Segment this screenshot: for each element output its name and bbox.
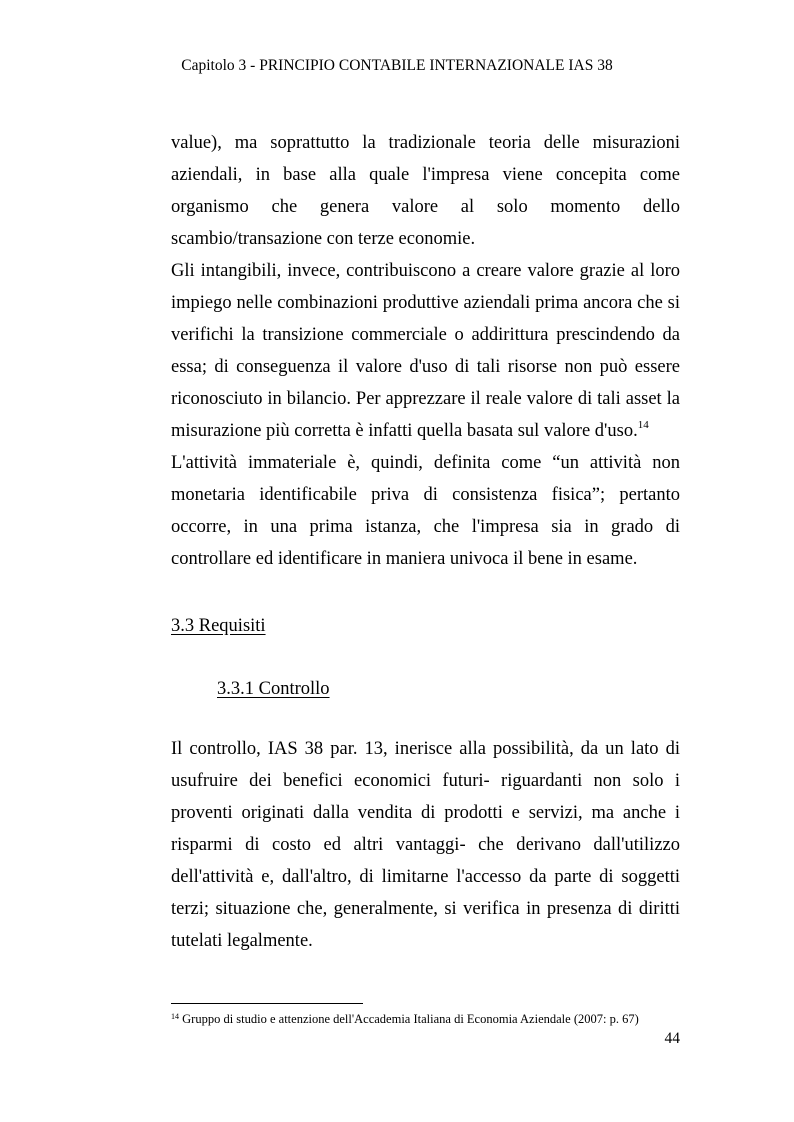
paragraph-intangibles: [171, 255, 680, 447]
body-text-block: [171, 127, 680, 575]
footnote-separator: [171, 1003, 363, 1004]
running-header: Capitolo 3 - PRINCIPIO CONTABILE INTERNAZIONALE IAS 38: [181, 57, 613, 74]
subsection-body: [171, 733, 680, 957]
footnote: [171, 1011, 691, 1027]
section-heading: 3.3 Requisiti: [171, 616, 266, 636]
subsection-heading: 3.3.1 Controllo: [217, 679, 330, 699]
footnote-number: 14: [171, 1012, 179, 1021]
page-number: 44: [664, 1030, 680, 1047]
footnote-reference[interactable]: 14: [637, 419, 649, 431]
paragraph-measurement-theory: value), ma soprattutto la tradizionale teoria delle misurazioni aziendali, in base alla quale l'impresa viene concepita come organismo che genera valore al solo momento dello scambio/transazione con terze economie.: [171, 133, 680, 249]
paragraph-definition: L'attività immateriale è, quindi, definita come “un attività non monetaria identificabile priva di consistenza fisica”; pertanto occorre, in una prima istanza, che l'impresa sia in grado di controllare ed identificare in maniera univoca il bene in esame.: [171, 453, 680, 569]
paragraph-intangibles-text: Gli intangibili, invece, contribuiscono a creare valore grazie al loro impiego nelle combinazioni produttive aziendali prima ancora che si verifichi la transizione commerciale o addirittura prescindendo da essa; di conseguenza il valore d'uso di tali risorse non può essere riconosciuto in bilancio. Per apprezzare il reale valore di tali asset la misurazione più corretta è infatti quella basata sul valore d'uso.: [171, 261, 680, 441]
footnote-text: Gruppo di studio e attenzione dell'Accademia Italiana di Economia Aziendale (2007: p. 67): [182, 1012, 639, 1026]
paragraph-control: Il controllo, IAS 38 par. 13, inerisce alla possibilità, da un lato di usufruire dei benefici economici futuri- riguardanti non solo i proventi originati dalla vendita di prodotti e servizi, ma anche i risparmi di costo ed altri vantaggi- che derivano dall'utilizzo dell'attività e, dall'altro, di limitarne l'accesso da parte di soggetti terzi; situazione che, generalmente, si verifica in presenza di diritti tutelati legalmente.: [171, 739, 680, 951]
